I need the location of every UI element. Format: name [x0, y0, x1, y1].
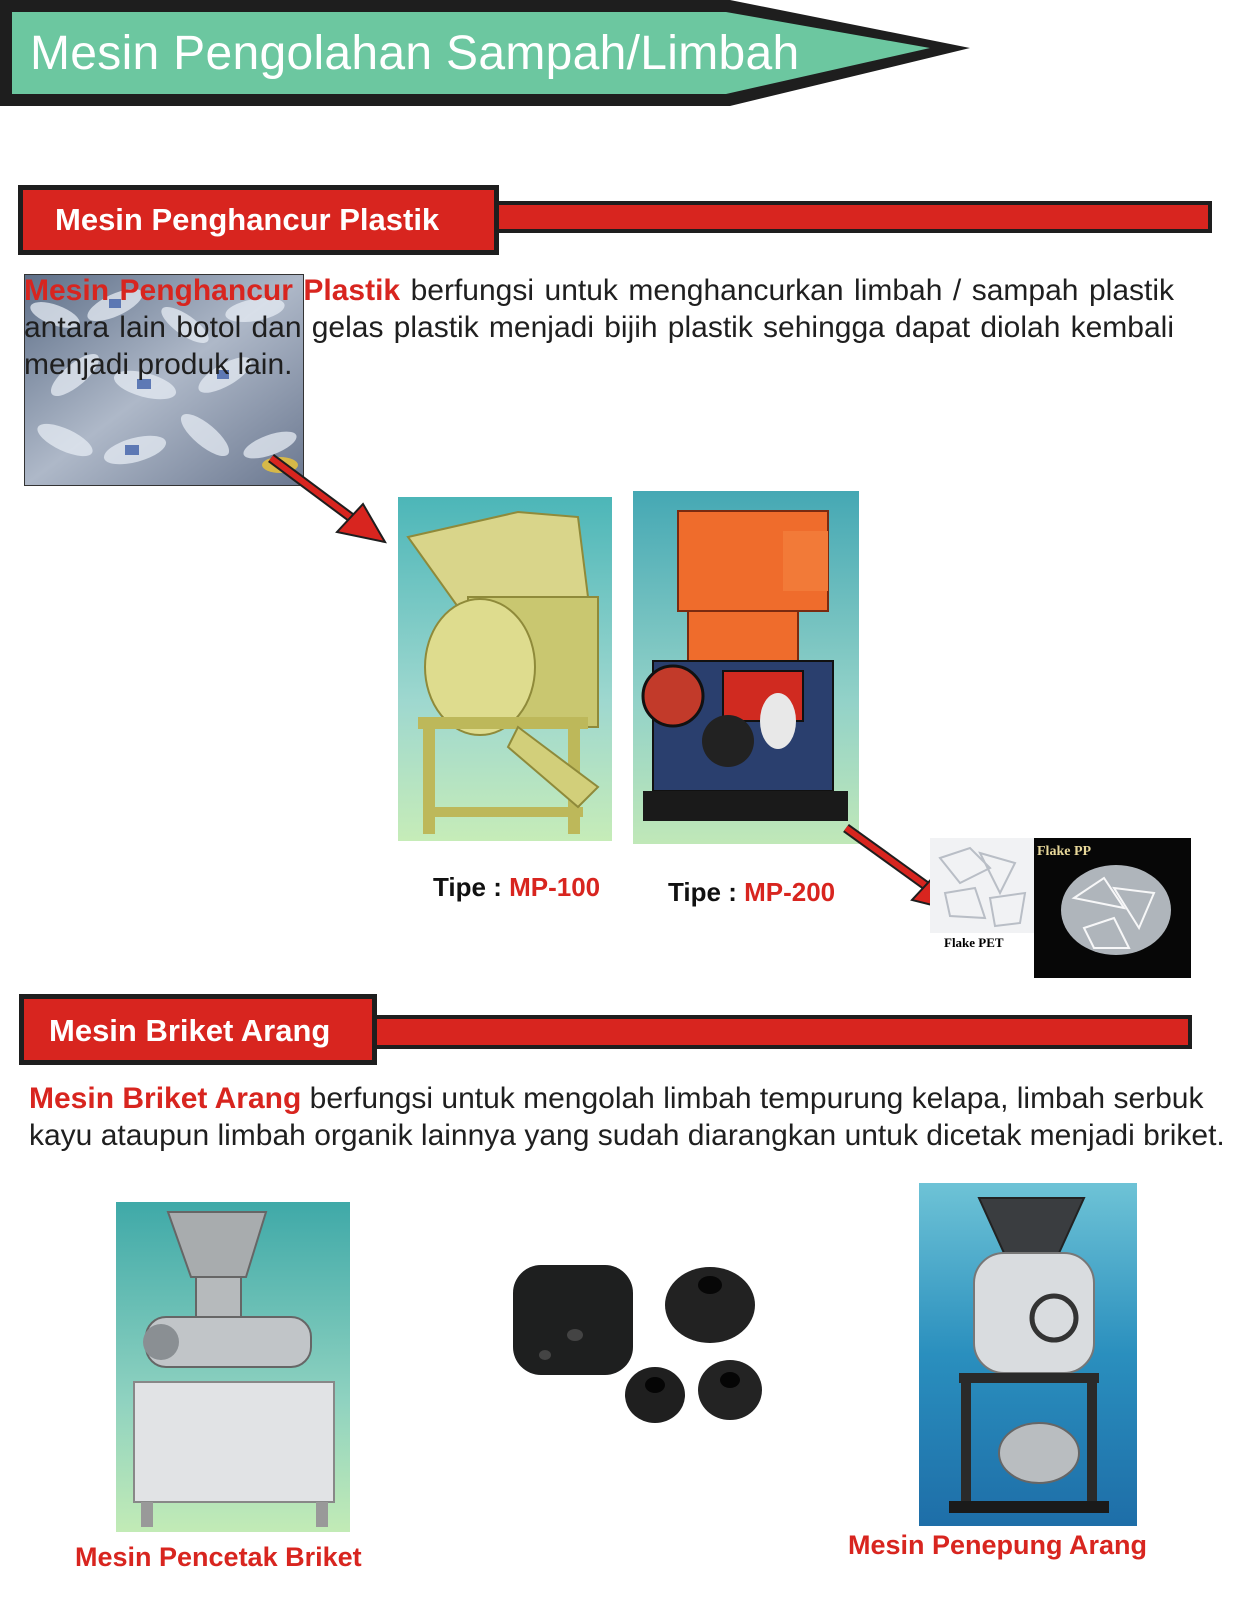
arrow-icon [265, 452, 390, 547]
plastic-description [24, 272, 1174, 383]
section-rule-plastic [480, 201, 1212, 233]
caption-mp200: Tipe : MP-200 [668, 877, 836, 907]
charcoal-briquettes-photo [505, 1255, 770, 1435]
charcoal-grinder-photo [919, 1183, 1137, 1526]
section-rule-briquette [360, 1015, 1192, 1049]
section-title-plastic: Mesin Penghancur Plastik [55, 202, 440, 237]
caption-charcoal-grinder: Mesin Penepung Arang [848, 1530, 1148, 1560]
flake-pp-label: Flake PP [1037, 844, 1092, 859]
caption-briquette-press: Mesin Pencetak Briket [75, 1542, 362, 1572]
briquette-description-lead: Mesin Briket Arang [29, 1082, 302, 1115]
page-title: Mesin Pengolahan Sampah/Limbah [30, 27, 800, 80]
caption-mp100: Tipe : MP-100 [433, 872, 601, 902]
model-mp200: MP-200 [744, 877, 836, 907]
briquette-description-body: berfungsi untuk mengolah limbah tempurung kelapa, limbah serbuk kayu ataupun limbah organik lainnya yang sudah diarangkan untuk dicetak menjadi briket. [29, 1082, 1225, 1152]
model-mp100: MP-100 [509, 872, 601, 902]
section-title-briquette: Mesin Briket Arang [49, 1013, 331, 1048]
machine-mp100-photo [398, 497, 612, 841]
flake-pet-label: Flake PET [944, 935, 1004, 950]
plastic-description-body: berfungsi untuk menghancurkan limbah / sampah plastik antara lain botol dan gelas plastik menjadi bijih plastik sehingga dapat diolah kembali menjadi produk lain. [24, 274, 1174, 381]
plastic-description-lead: Mesin Penghancur Plastik [24, 274, 401, 307]
briquette-description [29, 1080, 1244, 1154]
machine-mp200-photo [633, 491, 859, 844]
briquette-press-photo [116, 1202, 350, 1532]
